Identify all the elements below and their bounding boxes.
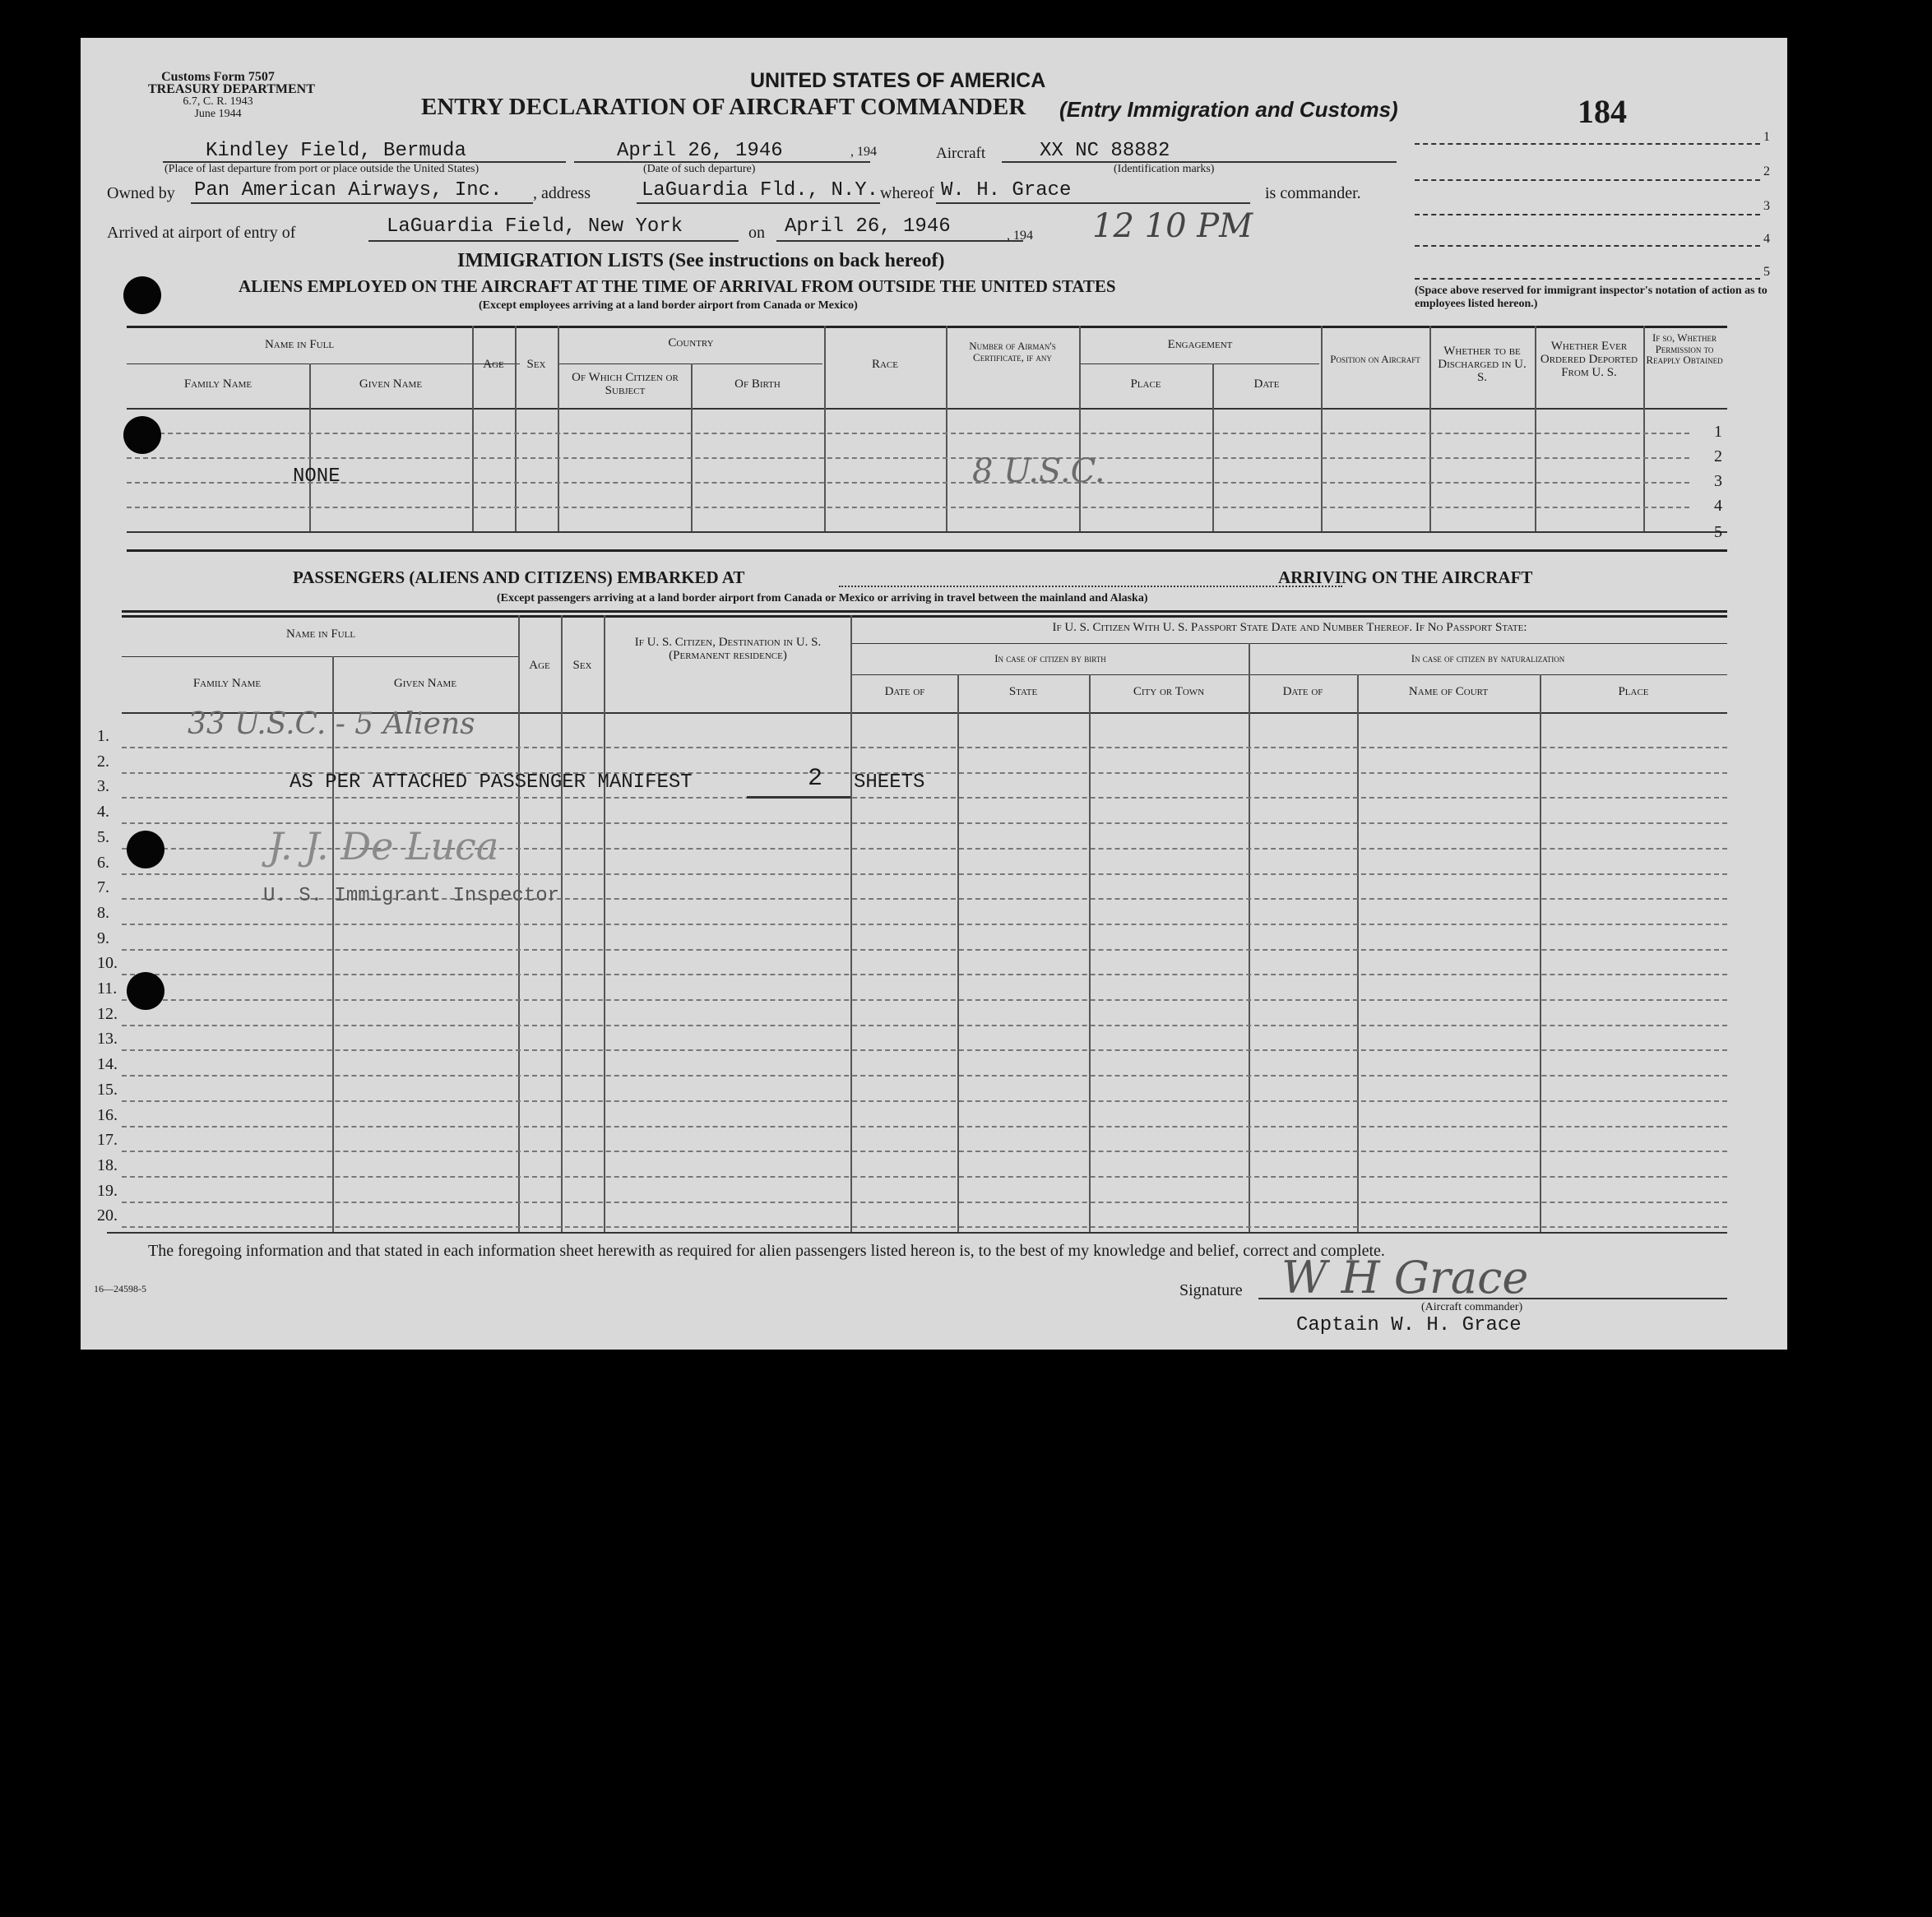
owned-by-label: Owned by: [107, 184, 175, 202]
crew-handwritten-note: 8 U.S.C.: [972, 452, 1105, 490]
reserved-number: 4: [1763, 232, 1770, 246]
commander-name: W. H. Grace: [941, 179, 1072, 201]
manifest-text: AS PER ATTACHED PASSENGER MANIFEST: [290, 771, 693, 794]
departure-date: April 26, 1946: [617, 140, 783, 162]
crew-col-deported: Whether Ever Ordered Deported From U. S.: [1540, 340, 1638, 379]
pass-col-city: City or Town: [1133, 685, 1205, 698]
pass-col-destination: If U. S. Citizen, Destination in U. S. (Permanent residence): [634, 636, 822, 662]
manifest-sheet-count: 2: [808, 765, 823, 793]
pass-col-given: Given Name: [393, 677, 457, 690]
treasury-department: TREASURY DEPARTMENT: [148, 82, 315, 96]
arrival-time-note: 12 10 PM: [1092, 207, 1253, 245]
country-heading: UNITED STATES OF AMERICA: [750, 69, 1046, 92]
arrival-label: Arrived at airport of entry of: [107, 224, 296, 242]
reserved-caption: (Space above reserved for immigrant inspector's notation of action as to employees listed hereon.): [1415, 285, 1768, 310]
punch-hole: [127, 972, 164, 1010]
owner-name: Pan American Airways, Inc.: [194, 179, 503, 201]
crew-col-place: Place: [1130, 377, 1161, 391]
whereof-label: whereof: [880, 184, 934, 202]
crew-col-position: Position on Aircraft: [1330, 353, 1420, 365]
departure-place-caption: (Place of last departure from port or place outside the United States): [164, 163, 480, 175]
crew-col-country: Country: [668, 336, 714, 350]
passenger-row-number: 19.: [97, 1181, 118, 1200]
aircraft-caption: (Identification marks): [1114, 163, 1215, 175]
passenger-row-line: [122, 999, 1727, 1001]
commander-suffix: is commander.: [1265, 184, 1361, 202]
passenger-row-number: 10.: [97, 954, 118, 973]
departure-place: Kindley Field, Bermuda: [206, 140, 466, 162]
form-id-block: [148, 70, 315, 120]
section-divider: [127, 549, 1727, 552]
passenger-row-line: [122, 1075, 1727, 1077]
passenger-row-number: 20.: [97, 1206, 118, 1225]
pass-col-name: Name in Full: [285, 627, 356, 641]
crew-entry-none: NONE: [293, 465, 341, 488]
aircraft-marks: XX NC 88882: [1040, 140, 1170, 162]
crew-table-top: [127, 326, 1727, 328]
passenger-row-number: 4.: [97, 803, 109, 822]
pass-col-date-of-nat: Date of: [1282, 685, 1323, 698]
arrival-airport-line: [368, 240, 739, 242]
passenger-row-number: 18.: [97, 1155, 118, 1174]
passenger-row-line: [122, 797, 1727, 799]
passenger-row-line: [122, 747, 1727, 748]
punch-hole: [123, 276, 161, 314]
pass-col-age: Age: [529, 659, 550, 672]
departure-date-caption: (Date of such departure): [643, 163, 756, 175]
pass-col-family: Family Name: [192, 677, 262, 690]
address-label: , address: [533, 184, 591, 202]
passenger-row-number: 5.: [97, 827, 109, 846]
passenger-row-number: 15.: [97, 1080, 118, 1099]
passenger-row-number: 3.: [97, 777, 109, 796]
inspector-signature: J. J. De Luca: [268, 824, 499, 868]
passenger-row-number: 14.: [97, 1055, 118, 1074]
passenger-row-number: 7.: [97, 878, 109, 897]
reserved-line: [1415, 143, 1760, 145]
certification-text: The foregoing information and that stated in each information sheet herewith as required for alien passengers listed hereon is, to the best of my knowledge and belief, correct and complete.: [148, 1242, 1385, 1260]
passenger-row-number: 12.: [97, 1004, 118, 1023]
aircraft-label: Aircraft: [936, 145, 986, 162]
pass-col-sex: Sex: [572, 659, 592, 672]
aliens-employed-heading: ALIENS EMPLOYED ON THE AIRCRAFT AT THE TIME OF ARRIVAL FROM OUTSIDE THE UNITED STATES: [239, 276, 1116, 296]
signature-label: Signature: [1179, 1281, 1243, 1299]
passenger-row-number: 2.: [97, 752, 109, 771]
crew-row-number: 1: [1714, 423, 1722, 441]
passenger-row-number: 16.: [97, 1105, 118, 1124]
crew-col-birth: Of Birth: [734, 377, 781, 391]
immigration-heading: IMMIGRATION LISTS (See instructions on back hereof): [457, 250, 945, 271]
passenger-row-number: 13.: [97, 1030, 118, 1049]
arrival-year: , 194: [1007, 229, 1033, 243]
owner-address: LaGuardia Fld., N.Y.: [642, 179, 879, 201]
print-code: 16—24598-5: [94, 1283, 146, 1294]
passenger-row-line: [122, 949, 1727, 951]
passenger-row-line: [122, 1126, 1727, 1128]
address-line: [637, 202, 880, 204]
page-number: 184: [1578, 93, 1627, 130]
inspector-title: U. S. Immigrant Inspector: [263, 885, 560, 907]
crew-col-cert: Number of Airman's Certificate, if any: [969, 340, 1056, 363]
crew-row-number: 5: [1714, 523, 1722, 541]
aliens-employed-note: (Except employees arriving at a land border airport from Canada or Mexico): [479, 299, 858, 312]
passenger-row-line: [122, 1176, 1727, 1178]
arrival-airport: LaGuardia Field, New York: [387, 215, 683, 238]
crew-header-bottom: [127, 408, 1727, 410]
arrival-date: April 26, 1946: [785, 215, 951, 238]
passenger-row-line: [122, 1202, 1727, 1203]
reserved-line: [1415, 245, 1760, 247]
form-date: June 1944: [194, 108, 242, 120]
crew-col-date: Date: [1253, 377, 1280, 391]
passenger-row-line: [122, 1151, 1727, 1152]
crew-table-bottom: [127, 531, 1727, 533]
passenger-row-number: 11.: [97, 979, 118, 998]
passenger-row-number: 1.: [97, 727, 109, 745]
passenger-table-bottom: [107, 1232, 1727, 1234]
passenger-count-note: 33 U.S.C. - 5 Aliens: [188, 707, 475, 741]
crew-col-discharged: Whether to be Discharged in U. S.: [1438, 345, 1527, 384]
passenger-row-line: [122, 1100, 1727, 1102]
crew-col-citizen: Of Which Citizen or Subject: [572, 371, 679, 397]
passengers-note: (Except passengers arriving at a land border airport from Canada or Mexico or arriving in travel between the mainland and Alaska): [497, 592, 1148, 604]
arrival-on-label: on: [748, 224, 765, 242]
form-subtitle: (Entry Immigration and Customs): [1059, 97, 1398, 122]
reserved-number: 2: [1763, 164, 1770, 178]
crew-col-race: Race: [871, 358, 898, 371]
passengers-heading: PASSENGERS (ALIENS AND CITIZENS) EMBARKED AT: [293, 567, 745, 587]
crew-col-name: Name in Full: [264, 338, 335, 351]
passenger-row-line: [122, 924, 1727, 925]
reserved-line: [1415, 179, 1760, 181]
pass-col-birth-group: In case of citizen by birth: [994, 652, 1106, 664]
passenger-row-line: [122, 974, 1727, 975]
pass-col-place: Place: [1618, 685, 1649, 698]
crew-row-number: 2: [1714, 447, 1722, 465]
form-number: Customs Form 7507: [161, 70, 275, 84]
reserved-line: [1415, 214, 1760, 215]
form-title: ENTRY DECLARATION OF AIRCRAFT COMMANDER: [421, 94, 1026, 120]
punch-hole: [127, 831, 164, 868]
crew-col-permission: If so, Whether Permission to Reapply Obtained: [1646, 331, 1723, 367]
reserved-line: [1415, 278, 1760, 280]
reserved-number: 5: [1763, 265, 1770, 279]
pass-col-nat-group: In case of citizen by naturalization: [1411, 652, 1565, 664]
punch-hole: [123, 416, 161, 454]
signature-caption: (Aircraft commander): [1421, 1301, 1523, 1313]
passenger-row-line: [122, 1226, 1727, 1228]
passenger-row-line: [122, 873, 1727, 875]
passenger-row-line: [122, 1049, 1727, 1051]
crew-col-age: Age: [483, 358, 504, 371]
pass-col-passport: If U. S. Citizen With U. S. Passport State Date and Number Thereof. If No Passport State:: [1052, 621, 1527, 634]
owner-line: [191, 202, 533, 204]
pass-col-date-of: Date of: [884, 685, 925, 698]
passenger-row-line: [122, 1025, 1727, 1026]
crew-row-number: 3: [1714, 472, 1722, 490]
crew-col-family: Family Name: [183, 377, 253, 391]
reserved-number: 1: [1763, 130, 1770, 144]
embarked-at-line: [839, 586, 1342, 587]
manifest-suffix: SHEETS: [854, 771, 925, 794]
pass-col-court: Name of Court: [1408, 685, 1489, 698]
regulation-ref: 6.7, C. R. 1943: [183, 95, 253, 108]
signer-name: Captain W. H. Grace: [1296, 1314, 1522, 1336]
crew-row-number: 4: [1714, 497, 1722, 515]
arrival-date-line: [776, 240, 1023, 242]
passenger-row-number: 8.: [97, 903, 109, 922]
passenger-row-number: 17.: [97, 1131, 118, 1150]
pass-col-state: State: [1008, 685, 1038, 698]
commander-line: [936, 202, 1250, 204]
crew-col-given: Given Name: [359, 377, 423, 391]
form-sheet: [81, 38, 1787, 1350]
passenger-row-number: 6.: [97, 853, 109, 872]
arriving-heading: ARRIVING ON THE AIRCRAFT: [1278, 567, 1533, 587]
passenger-row-number: 9.: [97, 928, 109, 947]
commander-signature: W H Grace: [1281, 1252, 1529, 1303]
crew-col-engagement: Engagement: [1167, 338, 1233, 351]
crew-col-sex: Sex: [526, 358, 546, 371]
departure-year: , 194: [850, 145, 877, 159]
reserved-number: 3: [1763, 199, 1770, 213]
